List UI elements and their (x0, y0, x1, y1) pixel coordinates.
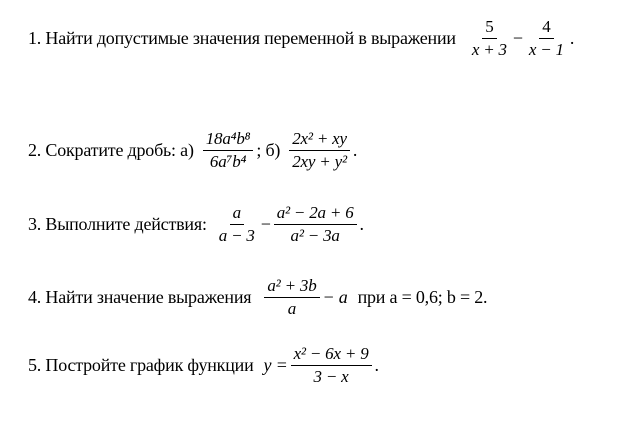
task-4 (28, 277, 487, 318)
task-2 (28, 130, 357, 171)
task-3-fraction-2 (274, 204, 357, 245)
fraction-numerator: 18a⁴b⁸ (203, 130, 254, 151)
task-1-fraction-1 (469, 18, 510, 59)
task-3 (28, 204, 364, 245)
task-4-text: 4. Найти значение выражения (28, 286, 252, 307)
task-1 (28, 18, 574, 59)
task-3-text: 3. Выполните действия: (28, 213, 207, 234)
separator: ; б) (256, 139, 281, 160)
fraction-denominator: a (287, 298, 297, 318)
operator: − (512, 27, 523, 48)
task-1-text: 1. Найти допустимые значения переменной в выражении (28, 27, 456, 48)
end-punctuation: . (374, 354, 379, 375)
task-1-fraction-2 (526, 18, 567, 59)
fraction-denominator: 3 − x (313, 366, 349, 386)
fraction-denominator: a² − 3a (290, 225, 340, 245)
task-2-text: 2. Сократите дробь: а) (28, 139, 194, 160)
fraction-numerator: a² − 2a + 6 (274, 204, 357, 225)
fraction-denominator: x + 3 (471, 39, 507, 59)
task-2-fraction-b (289, 130, 350, 171)
task-2-fraction-a (203, 130, 254, 171)
fraction-denominator: 6a⁷b⁴ (209, 151, 247, 171)
fraction-numerator: a² + 3b (264, 277, 319, 298)
operator: − a (322, 286, 348, 307)
task-4-condition: при a = 0,6; b = 2. (357, 286, 488, 307)
task-4-fraction (264, 277, 319, 318)
fraction-denominator: a − 3 (218, 225, 255, 245)
fraction-numerator: 4 (539, 18, 553, 39)
task-5-text: 5. Постройте график функции (28, 354, 254, 375)
function-lhs: y = (263, 354, 288, 375)
end-punctuation: . (359, 213, 364, 234)
fraction-numerator: 5 (482, 18, 496, 39)
operator: − (260, 213, 271, 234)
task-5 (28, 345, 379, 386)
end-punctuation: . (352, 139, 358, 160)
fraction-numerator: x² − 6x + 9 (291, 345, 372, 366)
fraction-numerator: a (230, 204, 244, 225)
end-punctuation: . (569, 27, 575, 48)
fraction-numerator: 2x² + xy (289, 130, 350, 151)
task-3-fraction-1 (216, 204, 258, 245)
task-5-fraction (291, 345, 372, 386)
fraction-denominator: x − 1 (528, 39, 564, 59)
fraction-denominator: 2xy + y² (292, 151, 347, 171)
